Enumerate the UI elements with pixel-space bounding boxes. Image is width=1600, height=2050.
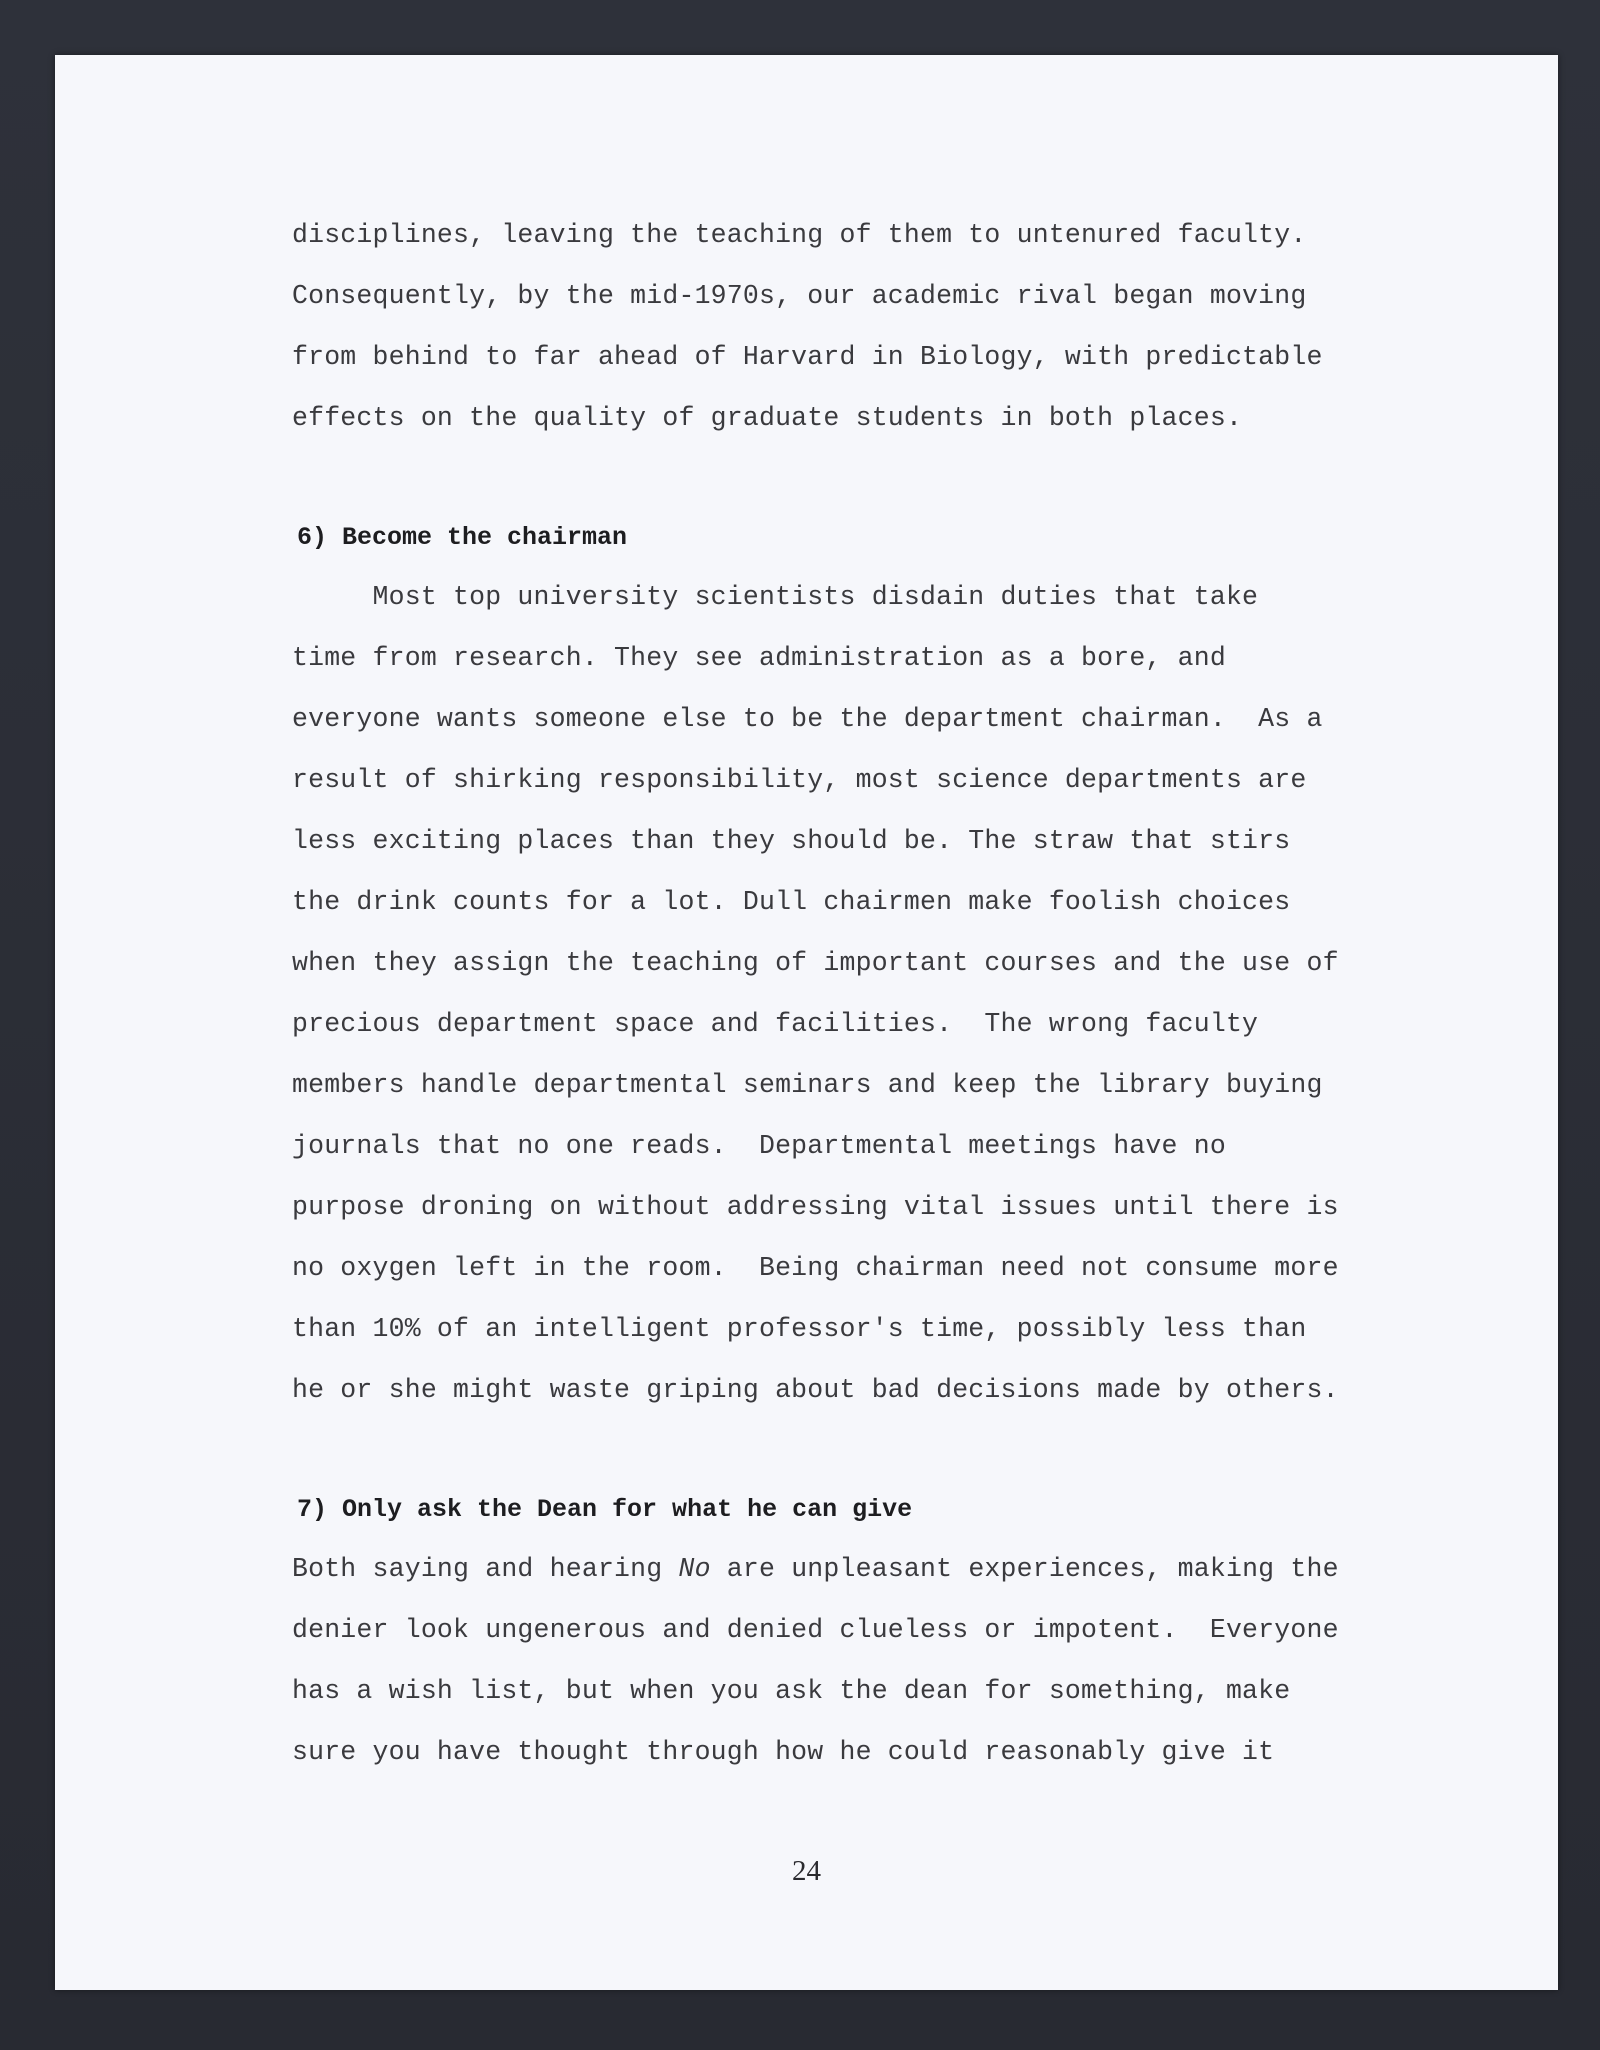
section-7-body <box>292 1549 1422 1793</box>
top-paragraph <box>292 215 1422 459</box>
section-heading-6: 6) Become the chairman <box>297 523 628 552</box>
paragraph-line: purpose droning on without addressing vital issues until there is <box>292 1192 1339 1222</box>
paragraph-line: Consequently, by the mid-1970s, our academic rival began moving <box>292 281 1307 311</box>
paragraph-line: he or she might waste griping about bad decisions made by others. <box>292 1375 1339 1405</box>
document-page <box>55 55 1558 1990</box>
paragraph-line: less exciting places than they should be. The straw that stirs <box>292 826 1291 856</box>
paragraph-line: effects on the quality of graduate students in both places. <box>292 403 1243 433</box>
section-heading-7: 7) Only ask the Dean for what he can give <box>297 1495 913 1524</box>
paragraph-line: sure you have thought through how he could reasonably give it <box>292 1737 1275 1767</box>
paragraph-line: has a wish list, but when you ask the dean for something, make <box>292 1676 1291 1706</box>
emphasis-word: No <box>678 1554 711 1584</box>
paragraph-line-first <box>292 1549 1422 1610</box>
paragraph-line: result of shirking responsibility, most science departments are <box>292 765 1307 795</box>
paragraph-line: time from research. They see administration as a bore, and <box>292 643 1226 673</box>
paragraph-line: journals that no one reads. Departmental meetings have no <box>292 1131 1226 1161</box>
paragraph-line: everyone wants someone else to be the department chairman. As a <box>292 704 1323 734</box>
page-number: 24 <box>792 1855 821 1887</box>
paragraph-line: from behind to far ahead of Harvard in Biology, with predictable <box>292 342 1323 372</box>
paragraph-line: when they assign the teaching of important courses and the use of <box>292 948 1339 978</box>
paragraph-line: Most top university scientists disdain duties that take <box>292 582 1259 612</box>
paragraph-line: denier look ungenerous and denied clueless or impotent. Everyone <box>292 1615 1339 1645</box>
paragraph-line: disciplines, leaving the teaching of them to untenured faculty. <box>292 220 1307 250</box>
paragraph-line: precious department space and facilities. The wrong faculty <box>292 1009 1259 1039</box>
line-text: Both saying and hearing <box>292 1554 679 1584</box>
paragraph-line: than 10% of an intelligent professor's time, possibly less than <box>292 1314 1307 1344</box>
paragraph-line: members handle departmental seminars and keep the library buying <box>292 1070 1323 1100</box>
paragraph-line: no oxygen left in the room. Being chairman need not consume more <box>292 1253 1339 1283</box>
paragraph-line: the drink counts for a lot. Dull chairmen make foolish choices <box>292 887 1291 917</box>
section-6-body <box>292 577 1422 1431</box>
line-text: are unpleasant experiences, making the <box>710 1554 1339 1584</box>
